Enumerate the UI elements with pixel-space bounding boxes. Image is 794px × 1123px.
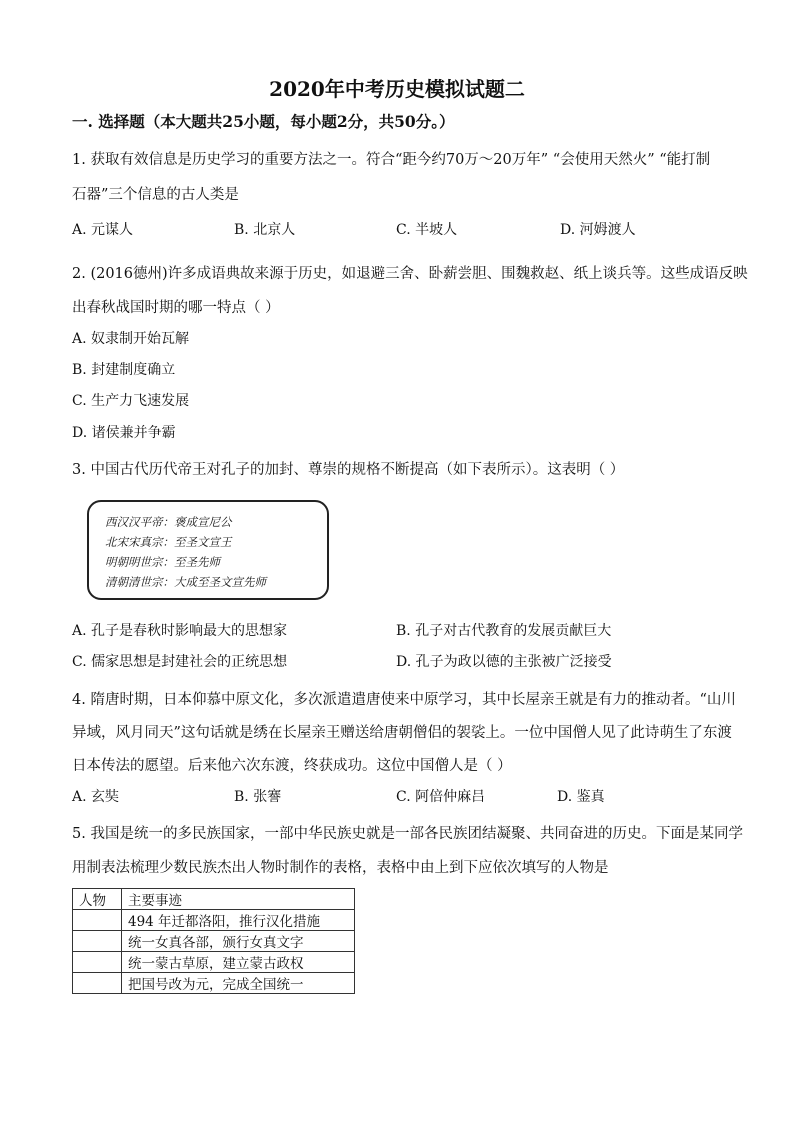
section-heading: 一. 选择题（本大题共25小题，每小题2分，共50分。） bbox=[72, 112, 455, 131]
q1-text-line1: 1. 获取有效信息是历史学习的重要方法之一。符合“距今约70万～20万年” “会使用天然火” “能打制 bbox=[72, 152, 711, 168]
q4-option-a: A. 玄奘 bbox=[72, 789, 120, 805]
q3-option-c: C. 儒家思想是封建社会的正统思想 bbox=[72, 654, 288, 670]
q4-option-c: C. 阿倍仲麻吕 bbox=[396, 789, 486, 805]
table-cell-blank bbox=[73, 931, 122, 952]
q2-text-line1: 2. (2016德州)许多成语典故来源于历史，如退避三舍、卧薪尝胆、围魏救赵、纸上谈兵等。这些成语反映 bbox=[72, 266, 748, 282]
table-cell: 把国号改为元，完成全国统一 bbox=[122, 973, 355, 994]
table-cell-blank bbox=[73, 952, 122, 973]
table-cell: 统一女真各部，颁行女真文字 bbox=[122, 931, 355, 952]
table-row bbox=[73, 910, 355, 931]
table-header-person: 人物 bbox=[73, 889, 122, 910]
q1-option-b: B. 北京人 bbox=[234, 222, 296, 238]
q2-option-c: C. 生产力飞速发展 bbox=[72, 393, 190, 409]
table-cell: 494 年迁都洛阳，推行汉化措施 bbox=[122, 910, 355, 931]
q3-box-line: 清朝清世宗：大成至圣文宣先师 bbox=[105, 575, 266, 589]
table-header-row bbox=[73, 889, 355, 910]
q3-option-d: D. 孔子为政以德的主张被广泛接受 bbox=[396, 654, 612, 670]
q3-text-line1: 3. 中国古代历代帝王对孔子的加封、尊崇的规格不断提高（如下表所示）。这表明（ ） bbox=[72, 462, 625, 478]
q4-text-line2: 异域，风月同天”这句话就是绣在长屋亲王赠送给唐朝僧侣的袈裟上。一位中国僧人见了此诗萌生了东渡 bbox=[72, 725, 732, 741]
q3-box-line: 西汉汉平帝：褒成宣尼公 bbox=[105, 515, 232, 529]
q5-table bbox=[72, 888, 355, 994]
q4-option-b: B. 张謇 bbox=[234, 789, 282, 805]
q1-option-a: A. 元谋人 bbox=[72, 222, 134, 238]
table-row bbox=[73, 973, 355, 994]
q2-option-a: A. 奴隶制开始瓦解 bbox=[72, 331, 190, 347]
table-cell-blank bbox=[73, 973, 122, 994]
q3-quote-box bbox=[87, 500, 329, 600]
table-row bbox=[73, 952, 355, 973]
q2-option-d: D. 诸侯兼并争霸 bbox=[72, 425, 176, 441]
q5-text-line2: 用制表法梳理少数民族杰出人物时制作的表格，表格中由上到下应依次填写的人物是 bbox=[72, 860, 609, 876]
q1-option-d: D. 河姆渡人 bbox=[560, 222, 636, 238]
table-row bbox=[73, 931, 355, 952]
table-cell-blank bbox=[73, 910, 122, 931]
q4-text-line3: 日本传法的愿望。后来他六次东渡，终获成功。这位中国僧人是（ ） bbox=[72, 758, 512, 774]
q5-text-line1: 5. 我国是统一的多民族国家，一部中华民族史就是一部各民族团结凝聚、共同奋进的历史。下面是某同学 bbox=[72, 826, 743, 842]
q4-text-line1: 4. 隋唐时期，日本仰慕中原文化，多次派遣遣唐使来中原学习，其中长屋亲王就是有力的推动者。“山川 bbox=[72, 692, 736, 708]
q1-text-line2: 石器”三个信息的古人类是 bbox=[72, 187, 239, 203]
q4-option-d: D. 鉴真 bbox=[557, 789, 605, 805]
q2-text-line2: 出春秋战国时期的哪一特点（ ） bbox=[72, 300, 280, 316]
q3-box-line: 北宋宋真宗：至圣文宣王 bbox=[105, 535, 232, 549]
q1-option-c: C. 半坡人 bbox=[396, 222, 458, 238]
q3-option-b: B. 孔子对古代教育的发展贡献巨大 bbox=[396, 623, 612, 639]
q3-option-a: A. 孔子是春秋时影响最大的思想家 bbox=[72, 623, 288, 639]
table-cell: 统一蒙古草原，建立蒙古政权 bbox=[122, 952, 355, 973]
q2-option-b: B. 封建制度确立 bbox=[72, 362, 176, 378]
page-title: 2020年中考历史模拟试题二 bbox=[269, 77, 525, 101]
q3-box-line: 明朝明世宗：至圣先师 bbox=[105, 555, 220, 569]
table-header-deeds: 主要事迹 bbox=[122, 889, 355, 910]
